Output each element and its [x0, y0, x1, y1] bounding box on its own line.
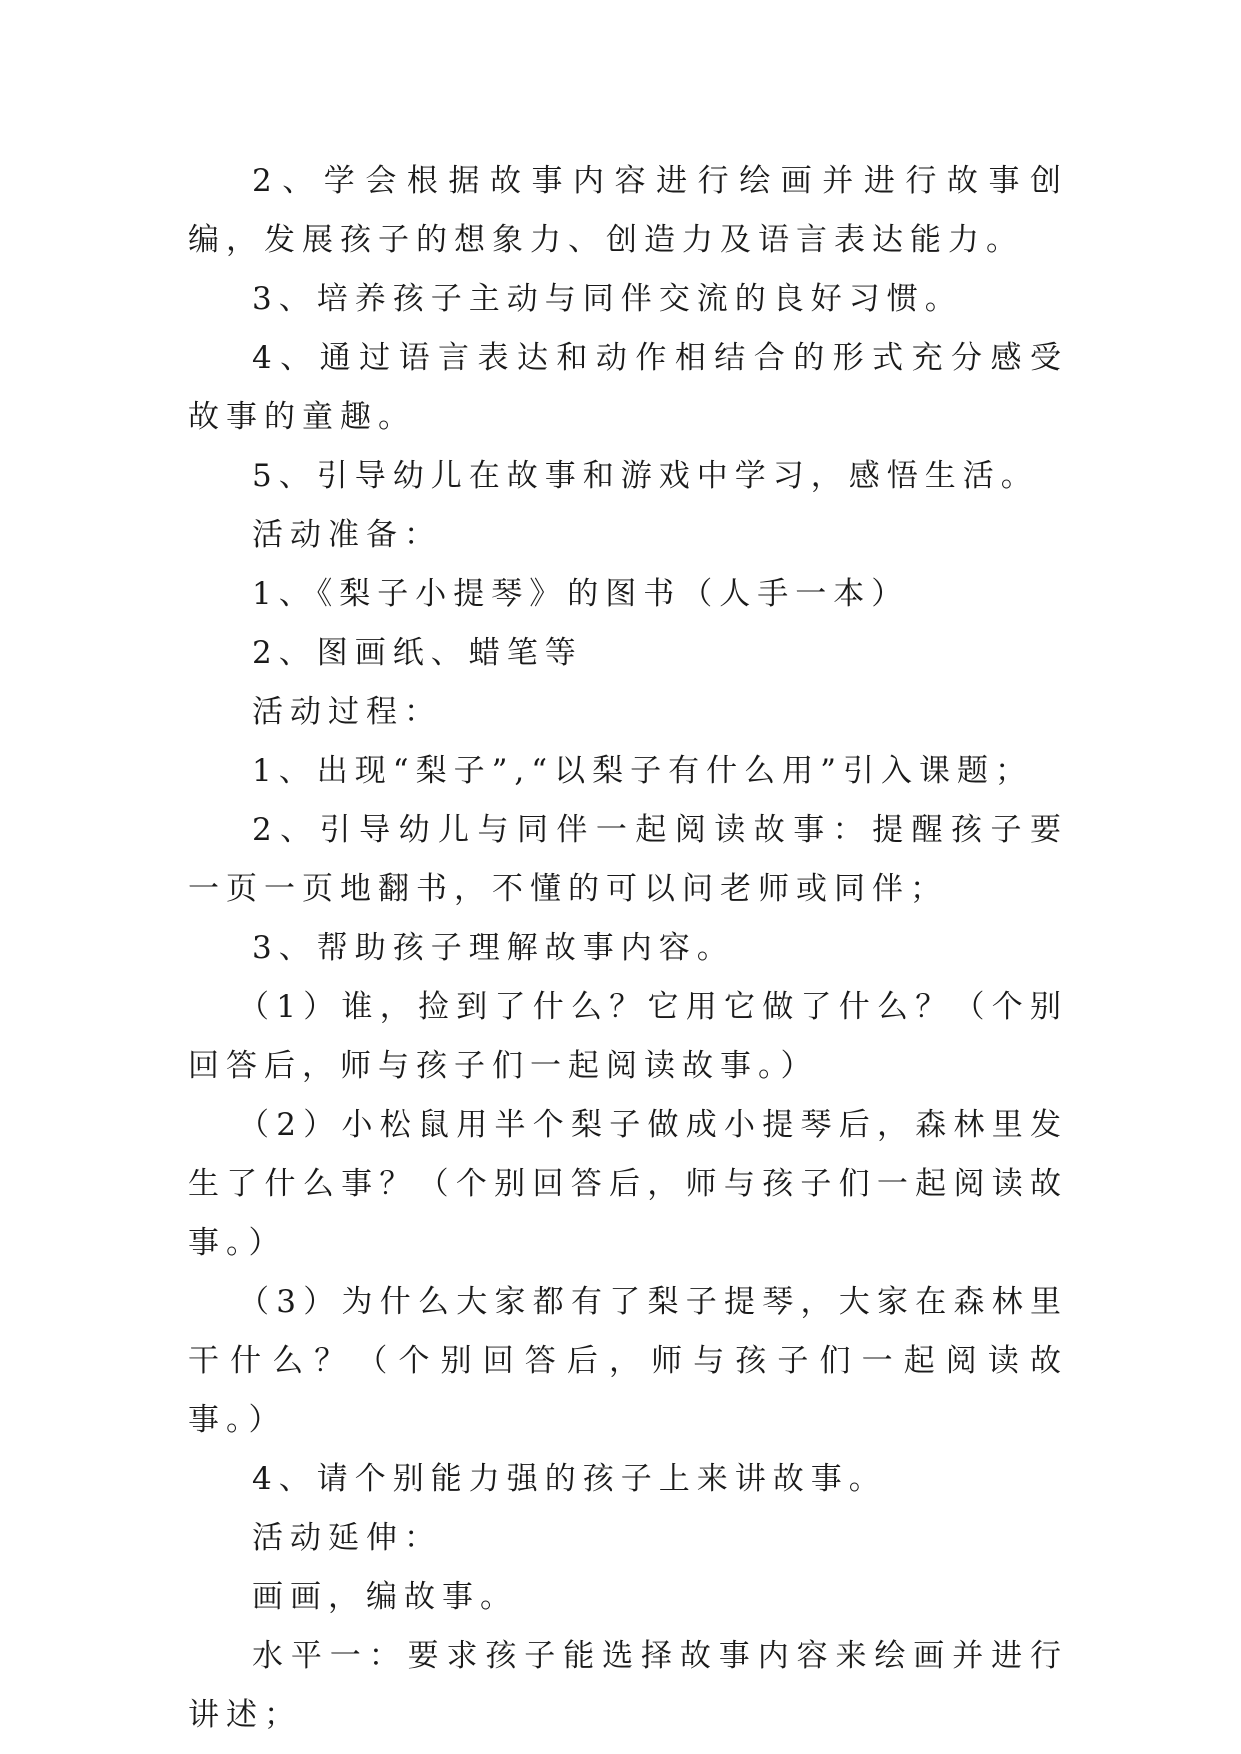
paragraph-goal-4: 4、通过语言表达和动作相结合的形式充分感受故事的童趣。: [188, 340, 1068, 435]
paragraph-question-3: （3）为什么大家都有了梨子提琴，大家在森林里干什么？（个别回答后，师与孩子们一起阅读故事。）: [188, 1284, 1068, 1438]
paragraph-process-3: 3、帮助孩子理解故事内容。: [252, 930, 735, 966]
paragraph-question-2: （2）小松鼠用半个梨子做成小提琴后，森林里发生了什么事？（个别回答后，师与孩子们一起阅读故事。）: [188, 1107, 1068, 1261]
paragraph-goal-2: 2、学会根据故事内容进行绘画并进行故事创编，发展孩子的想象力、创造力及语言表达能力。: [188, 163, 1068, 258]
document-body: [188, 152, 1068, 1745]
paragraph-goal-5: 5、引导幼儿在故事和游戏中学习，感悟生活。: [252, 458, 1039, 494]
paragraph-process-4: 4、请个别能力强的孩子上来讲故事。: [252, 1461, 887, 1497]
paragraph-prep-2: 2、图画纸、蜡笔等: [252, 635, 583, 671]
paragraph-extension: 画画，编故事。: [252, 1579, 518, 1615]
section-heading-preparation: 活动准备：: [252, 517, 442, 553]
paragraph-process-2: 2、引导幼儿与同伴一起阅读故事：提醒孩子要一页一页地翻书，不懂的可以问老师或同伴；: [188, 812, 1068, 907]
paragraph-process-1: 1、出现“梨子”,“以梨子有什么用”引入课题；: [252, 753, 1033, 789]
paragraph-goal-3: 3、培养孩子主动与同伴交流的良好习惯。: [252, 281, 963, 317]
section-heading-process: 活动过程：: [252, 694, 442, 730]
paragraph-question-1: （1）谁，捡到了什么？它用它做了什么？（个别回答后，师与孩子们一起阅读故事。）: [188, 989, 1068, 1084]
paragraph-prep-1: 1、《梨子小提琴》的图书（人手一本）: [252, 576, 910, 612]
section-heading-extension: 活动延伸：: [252, 1520, 442, 1556]
paragraph-level-1: 水平一：要求孩子能选择故事内容来绘画并进行讲述；: [188, 1638, 1068, 1733]
